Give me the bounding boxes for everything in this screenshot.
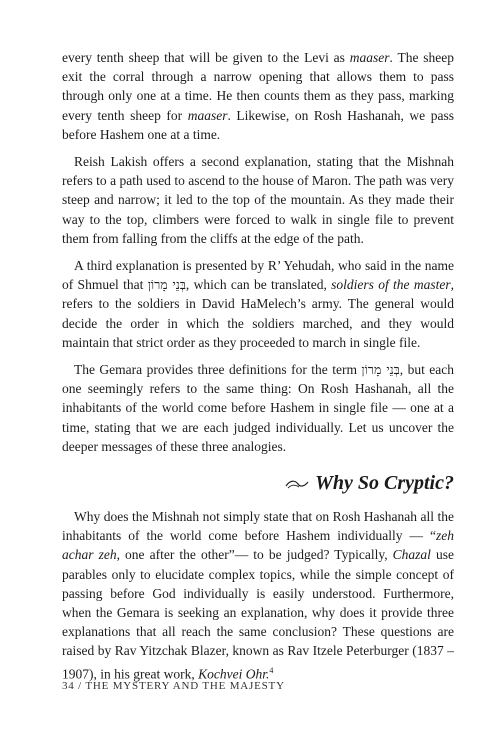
page-footer <box>62 680 285 692</box>
paragraph-1 <box>62 48 454 144</box>
text-run: , but each one seemingly refers to the same thing: On Rosh Hashanah, all the inhabitants of the world come before Hashem in single file — one at a time, stating that we are each judged individually. Let us uncover the deeper messages of these three analogies. <box>62 362 454 454</box>
text-run: every tenth sheep that will be given to the Levi as <box>62 50 350 65</box>
text-run: , which can be translated, <box>185 277 332 293</box>
text-run: Why does the Mishnah not simply state that on Rosh Hashanah all the inhabitants of the world come before Hashem individually — “ <box>62 509 454 544</box>
section-title: Why So Cryptic? <box>315 472 454 495</box>
page-content <box>62 48 454 683</box>
footer-separator: / <box>74 680 86 692</box>
paragraph-3 <box>62 256 454 352</box>
italic-term: maaser <box>187 107 228 123</box>
italic-term: Kochvei Ohr. <box>198 666 270 682</box>
text-run: . The sheep exit the corral through a narrow opening that allows them to pass through only one at a time. He then counts them as they pass, marking every tenth sheep for <box>62 50 455 123</box>
scroll-flourish-icon <box>285 478 309 490</box>
section-heading <box>62 472 454 495</box>
italic-term: maaser <box>349 50 390 65</box>
text-run: A third explanation is presented by R’ Yehudah, who said in the name of Shmuel that <box>62 258 454 293</box>
text-run: . Likewise, on Rosh Hashanah, we pass before Hashem one at a time. <box>62 107 454 142</box>
text-run: use parables only to elucidate complex topics, while the simple concept of passing before God individually is easily understood. Furthermore, when the Gemara is seeking an explanation, why does it provide three explanations that all reach the same conclusion? These questions are raised by Rav Yitzchak Blazer, known as Rav Itzele Peterburger (1837 – 1907), in his great work, <box>62 547 454 682</box>
hebrew-term: בְּנֵי מָרוֹן <box>147 277 186 293</box>
footnote-marker: 4 <box>269 665 274 675</box>
paragraph-4 <box>62 360 454 456</box>
italic-term: soldiers of the master <box>331 277 451 293</box>
text-run: , one after the other”— to be judged? Typically, <box>116 547 393 563</box>
text-run: The Gemara provides three definitions for the term <box>74 362 362 378</box>
hebrew-term: בְּנֵי מָרוֹן <box>361 362 400 378</box>
italic-term: zeh achar zeh <box>62 528 454 563</box>
paragraph-5 <box>62 507 454 683</box>
text-run: , refers to the soldiers in David HaMelech’s army. The general would decide the order in which the soldiers marched, and they would maintain that strict order as they proceeded to march in single file. <box>62 277 454 350</box>
running-title: THE MYSTERY AND THE MAJESTY <box>85 680 285 692</box>
page-number: 34 <box>62 680 75 692</box>
paragraph-2: Reish Lakish offers a second explanation, stating that the Mishnah refers to a path used to ascend to the house of Maron. The path was very steep and narrow; it led to the top of the mountain. As they made their way to the top, climbers were forced to walk in single file to prevent them from falling from the cliffs at the edge of the path. <box>62 154 454 246</box>
italic-term: Chazal <box>392 547 431 563</box>
